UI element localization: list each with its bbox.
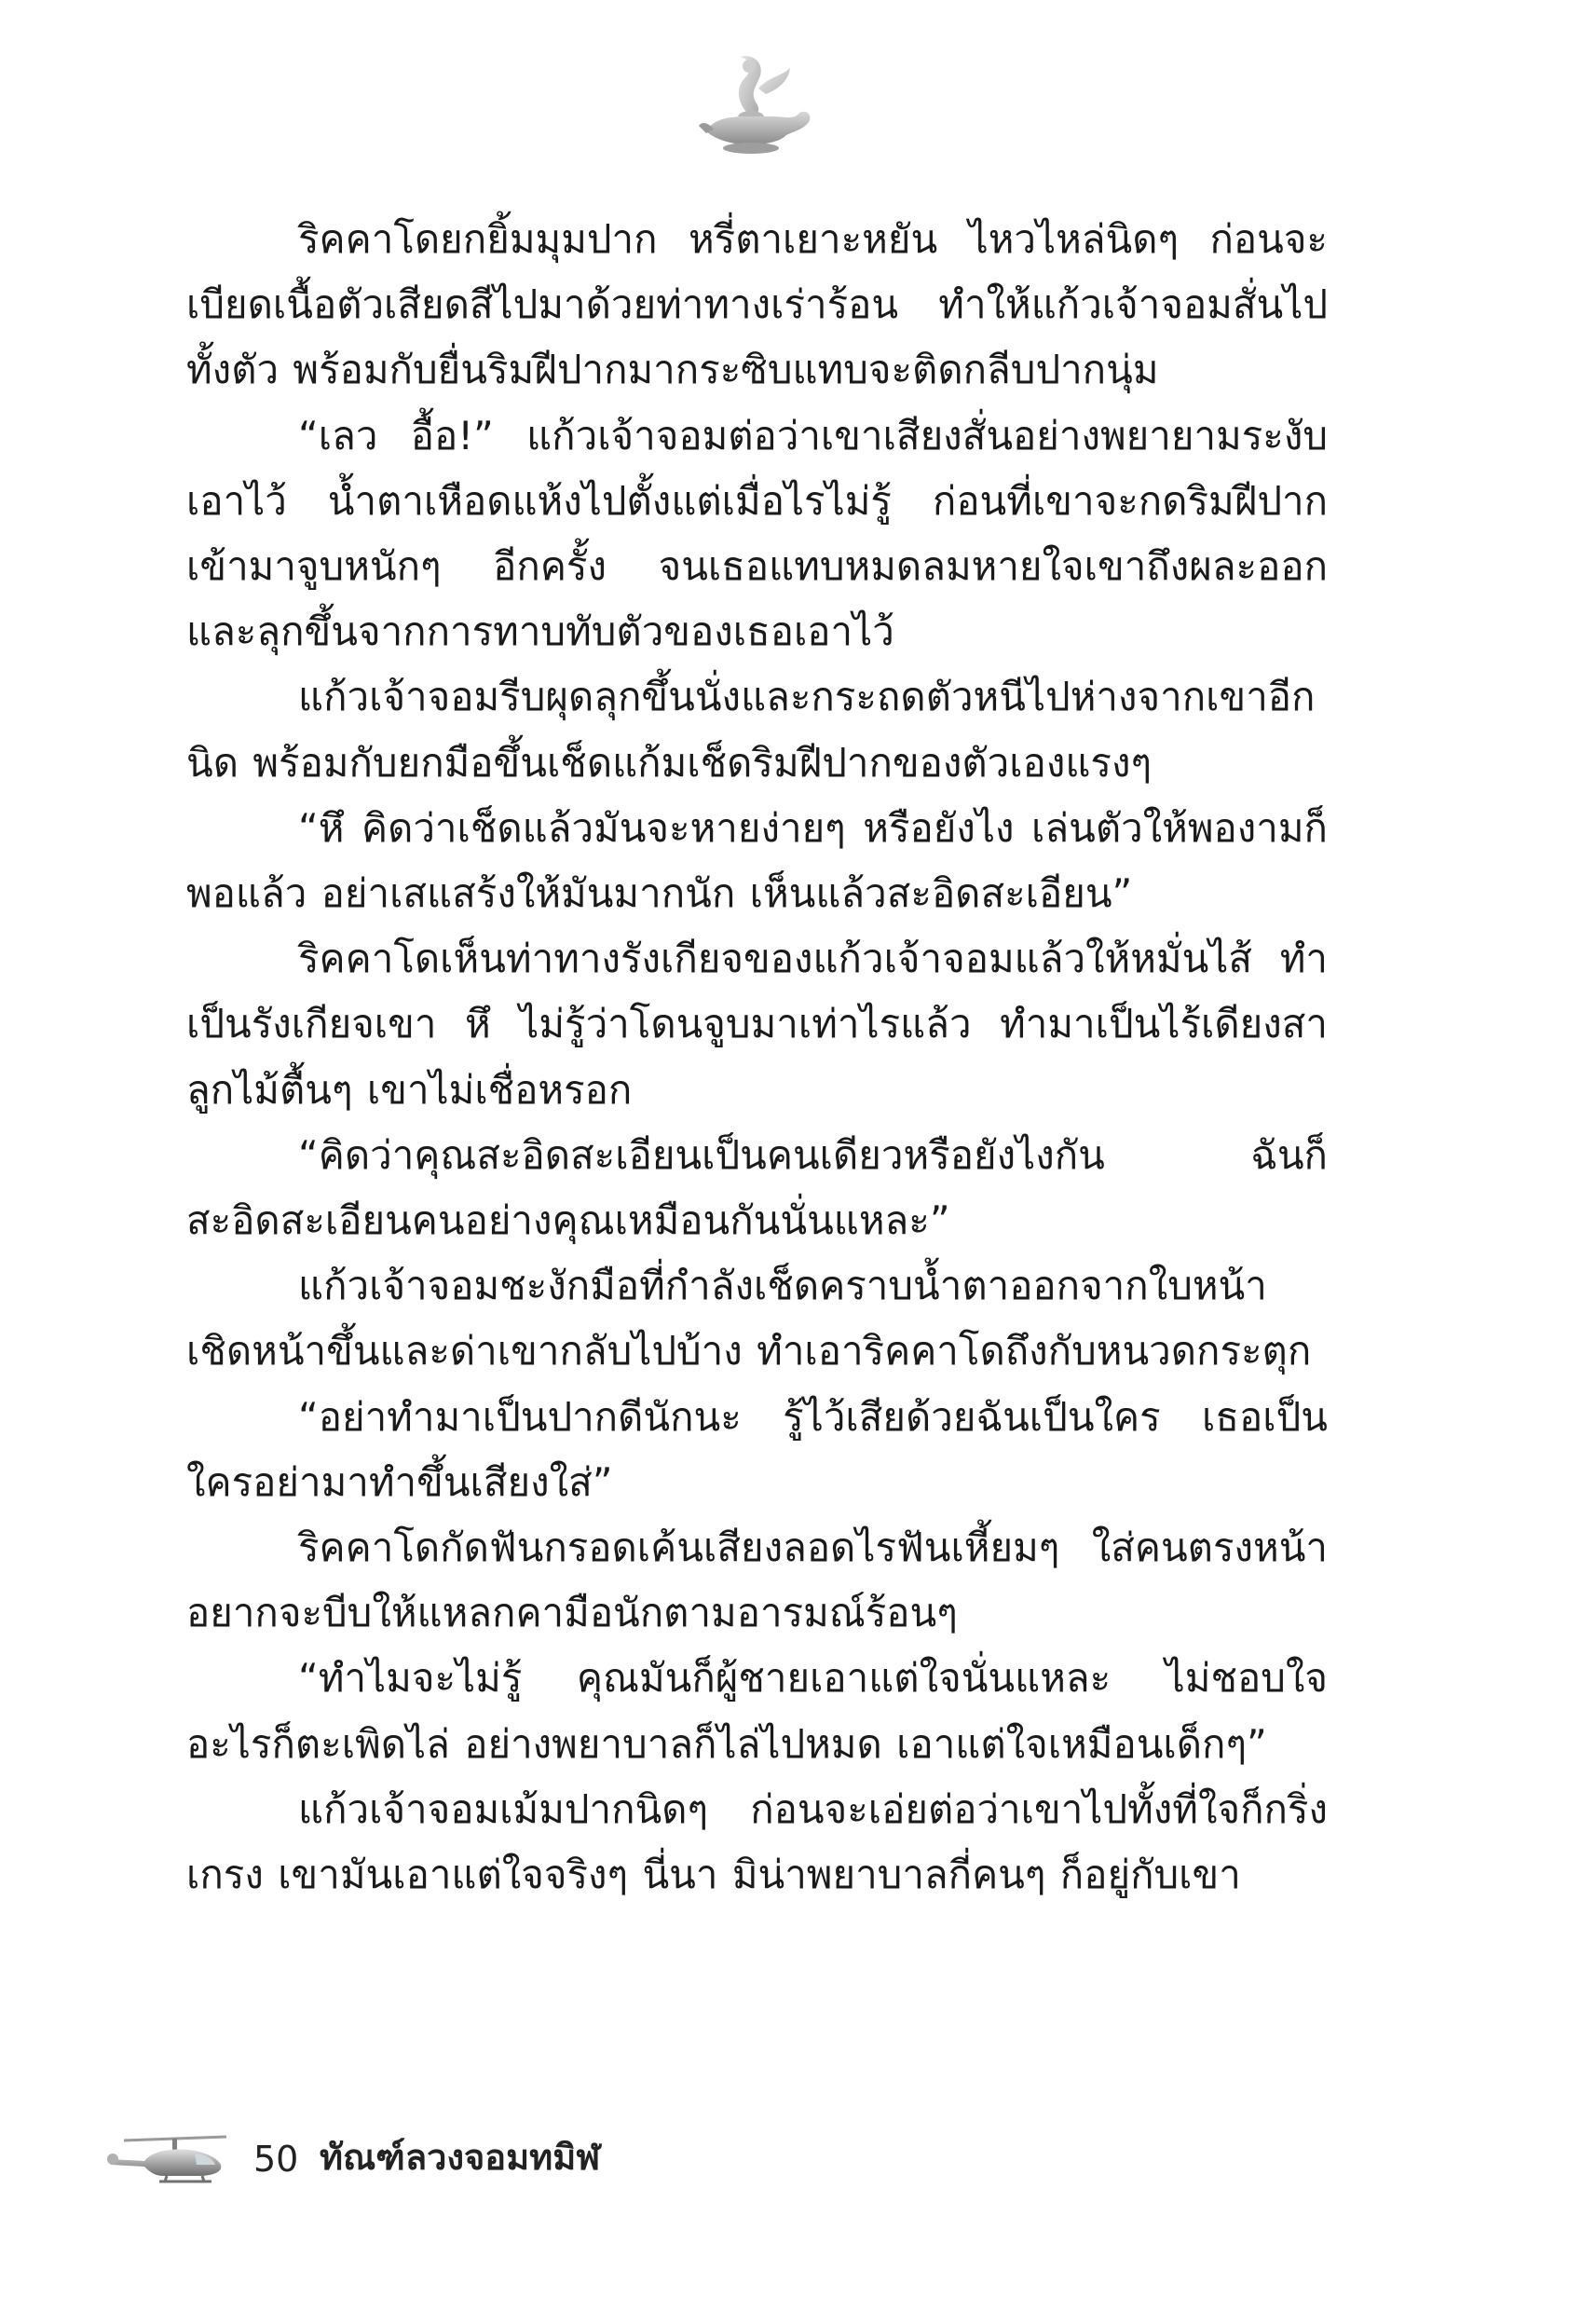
paragraph: ริคคาโดกัดฟันกรอดเค้นเสียงลอดไรฟันเหี้ยมๆ ใส่คนตรงหน้าอยากจะบีบให้แหลกคามือนักตามอารมณ์ร้อนๆ xyxy=(186,1525,1328,1636)
page-footer xyxy=(107,2120,759,2204)
paragraph: ริคคาโดยกยิ้มมุมปาก หรี่ตาเยาะหยัน ไหวไหล่นิดๆ ก่อนจะเบียดเนื้อตัวเสียดสีไปมาด้วยท่าทางเร่าร้อน ทำให้แก้วเจ้าจอมสั่นไปทั้งตัว พร้อมกับยื่นริมฝีปากมากระซิบแทบจะติดกลีบปากนุ่ม xyxy=(186,216,1328,393)
body-text xyxy=(186,207,1328,1908)
paragraph: แก้วเจ้าจอมเม้มปากนิดๆ ก่อนจะเอ่ยต่อว่าเขาไปทั้งที่ใจก็กริ่งเกรง เขามันเอาแต่ใจจริงๆ นี่นา มิน่าพยาบาลกี่คนๆ ก็อยู่กับเขา xyxy=(186,1785,1328,1898)
book-title: ทัณฑ์ลวงจอมทมิฬ xyxy=(320,2137,601,2178)
paragraph: ริคคาโดเห็นท่าทางรังเกียจของแก้วเจ้าจอมแล้วให้หมั่นไส้ ทำเป็นรังเกียจเขา หึ ไม่รู้ว่าโดนจูบมาเท่าไรแล้ว ทำมาเป็นไร้เดียงสา ลูกไม้ตื้นๆ เขาไม่เชื่อหรอก xyxy=(186,936,1328,1113)
paragraph: “อย่าทำมาเป็นปากดีนักนะ รู้ไว้เสียด้วยฉันเป็นใคร เธอเป็นใครอย่ามาทำขึ้นเสียงใส่” xyxy=(186,1393,1328,1505)
paragraph: “เลว อื้อ!” แก้วเจ้าจอมต่อว่าเขาเสียงสั่นอย่างพยายามระงับเอาไว้ น้ำตาเหือดแห้งไปตั้งแต่เมื่อไรไม่รู้ ก่อนที่เขาจะกดริมฝีปากเข้ามาจูบหนักๆ อีกครั้ง จนเธอแทบหมดลมหายใจเขาถึงผละออก และลุกขึ้นจากการทาบทับตัวของเธอเอาไว้ xyxy=(186,412,1328,655)
genie-lamp-icon xyxy=(693,51,814,158)
paragraph: “ทำไมจะไม่รู้ คุณมันก็ผู้ชายเอาแต่ใจนั่นแหละ ไม่ชอบใจอะไรก็ตะเพิดไล่ อย่างพยาบาลก็ไล่ไปหมด เอาแต่ใจเหมือนเด็กๆ” xyxy=(186,1655,1328,1767)
page-number: 50 xyxy=(253,2139,299,2180)
helicopter-icon xyxy=(107,2131,228,2189)
paragraph: “คิดว่าคุณสะอิดสะเอียนเป็นคนเดียวหรือยังไงกัน ฉันก็สะอิดสะเอียนคนอย่างคุณเหมือนกันนั่นแหละ” xyxy=(186,1131,1328,1244)
paragraph: แก้วเจ้าจอมรีบผุดลุกขึ้นนั่งและกระถดตัวหนีไปห่างจากเขาอีกนิด พร้อมกับยกมือขึ้นเช็ดแก้มเช็ดริมฝีปากของตัวเองแรงๆ xyxy=(186,674,1316,786)
paragraph: แก้วเจ้าจอมชะงักมือที่กำลังเช็ดคราบน้ำตาออกจากใบหน้าเชิดหน้าขึ้นและด่าเขากลับไปบ้าง ทำเอาริคคาโดถึงกับหนวดกระตุก xyxy=(186,1263,1312,1374)
paragraph: “หึ คิดว่าเช็ดแล้วมันจะหายง่ายๆ หรือยังไง เล่นตัวให้พองามก็พอแล้ว อย่าเสแสร้งให้มันมากนัก เห็นแล้วสะอิดสะเอียน” xyxy=(186,804,1328,917)
